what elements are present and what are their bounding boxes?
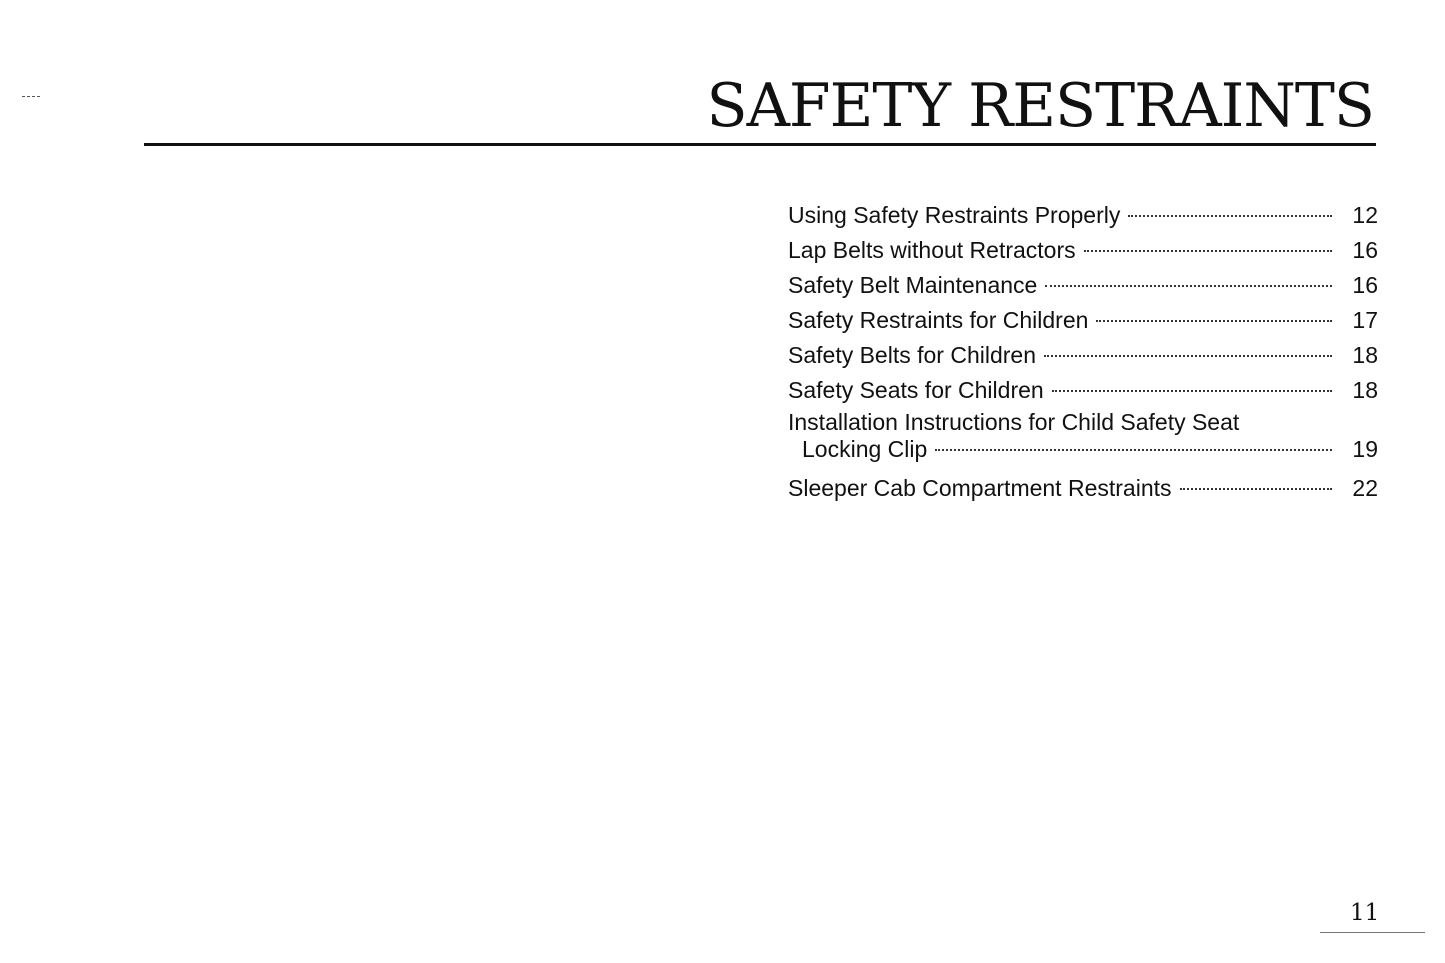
toc-entry-page: 18 <box>1352 377 1378 403</box>
dot-leader <box>1128 215 1332 217</box>
toc-entry-page: 12 <box>1352 202 1378 228</box>
toc-entry[interactable] <box>788 408 1378 462</box>
footer-rule <box>1320 932 1425 933</box>
toc-entry[interactable] <box>788 233 1378 268</box>
toc-entry-label-line2: Locking Clip <box>802 436 928 462</box>
dot-leader <box>1052 390 1332 392</box>
toc-entry-page: 16 <box>1352 272 1378 298</box>
toc-entry[interactable] <box>788 338 1378 373</box>
dot-leader <box>1096 320 1332 322</box>
toc-entry-label: Safety Belt Maintenance <box>788 272 1038 298</box>
toc-entry-label: Sleeper Cab Compartment Restraints <box>788 475 1172 501</box>
toc-entry-page: 18 <box>1352 342 1378 368</box>
toc-entry-label: Safety Restraints for Children <box>788 307 1089 333</box>
toc-entry-page: 17 <box>1352 307 1378 333</box>
toc-entry-label: Safety Belts for Children <box>788 342 1037 368</box>
page-number: 11 <box>1350 900 1380 926</box>
dot-leader <box>935 449 1332 451</box>
table-of-contents <box>788 198 1378 506</box>
dot-leader <box>1045 285 1332 287</box>
toc-entry-page: 16 <box>1352 237 1378 263</box>
toc-entry[interactable] <box>788 268 1378 303</box>
toc-entry-label-line1: Installation Instructions for Child Safety Seat <box>788 409 1240 435</box>
dot-leader <box>1044 355 1332 357</box>
dot-leader <box>1180 488 1333 490</box>
toc-entry[interactable] <box>788 303 1378 338</box>
toc-entry-page: 19 <box>1352 436 1378 462</box>
toc-entry[interactable] <box>788 471 1378 506</box>
toc-entry-label: Using Safety Restraints Properly <box>788 202 1121 228</box>
scan-mark <box>22 96 40 97</box>
toc-entry[interactable] <box>788 373 1378 408</box>
page-title: SAFETY RESTRAINTS <box>706 71 1374 141</box>
title-rule <box>144 143 1376 146</box>
toc-entry-label: Lap Belts without Retractors <box>788 237 1076 263</box>
toc-entry-page: 22 <box>1352 475 1378 501</box>
toc-entry-label: Safety Seats for Children <box>788 377 1044 403</box>
toc-entry[interactable] <box>788 198 1378 233</box>
dot-leader <box>1084 250 1332 252</box>
